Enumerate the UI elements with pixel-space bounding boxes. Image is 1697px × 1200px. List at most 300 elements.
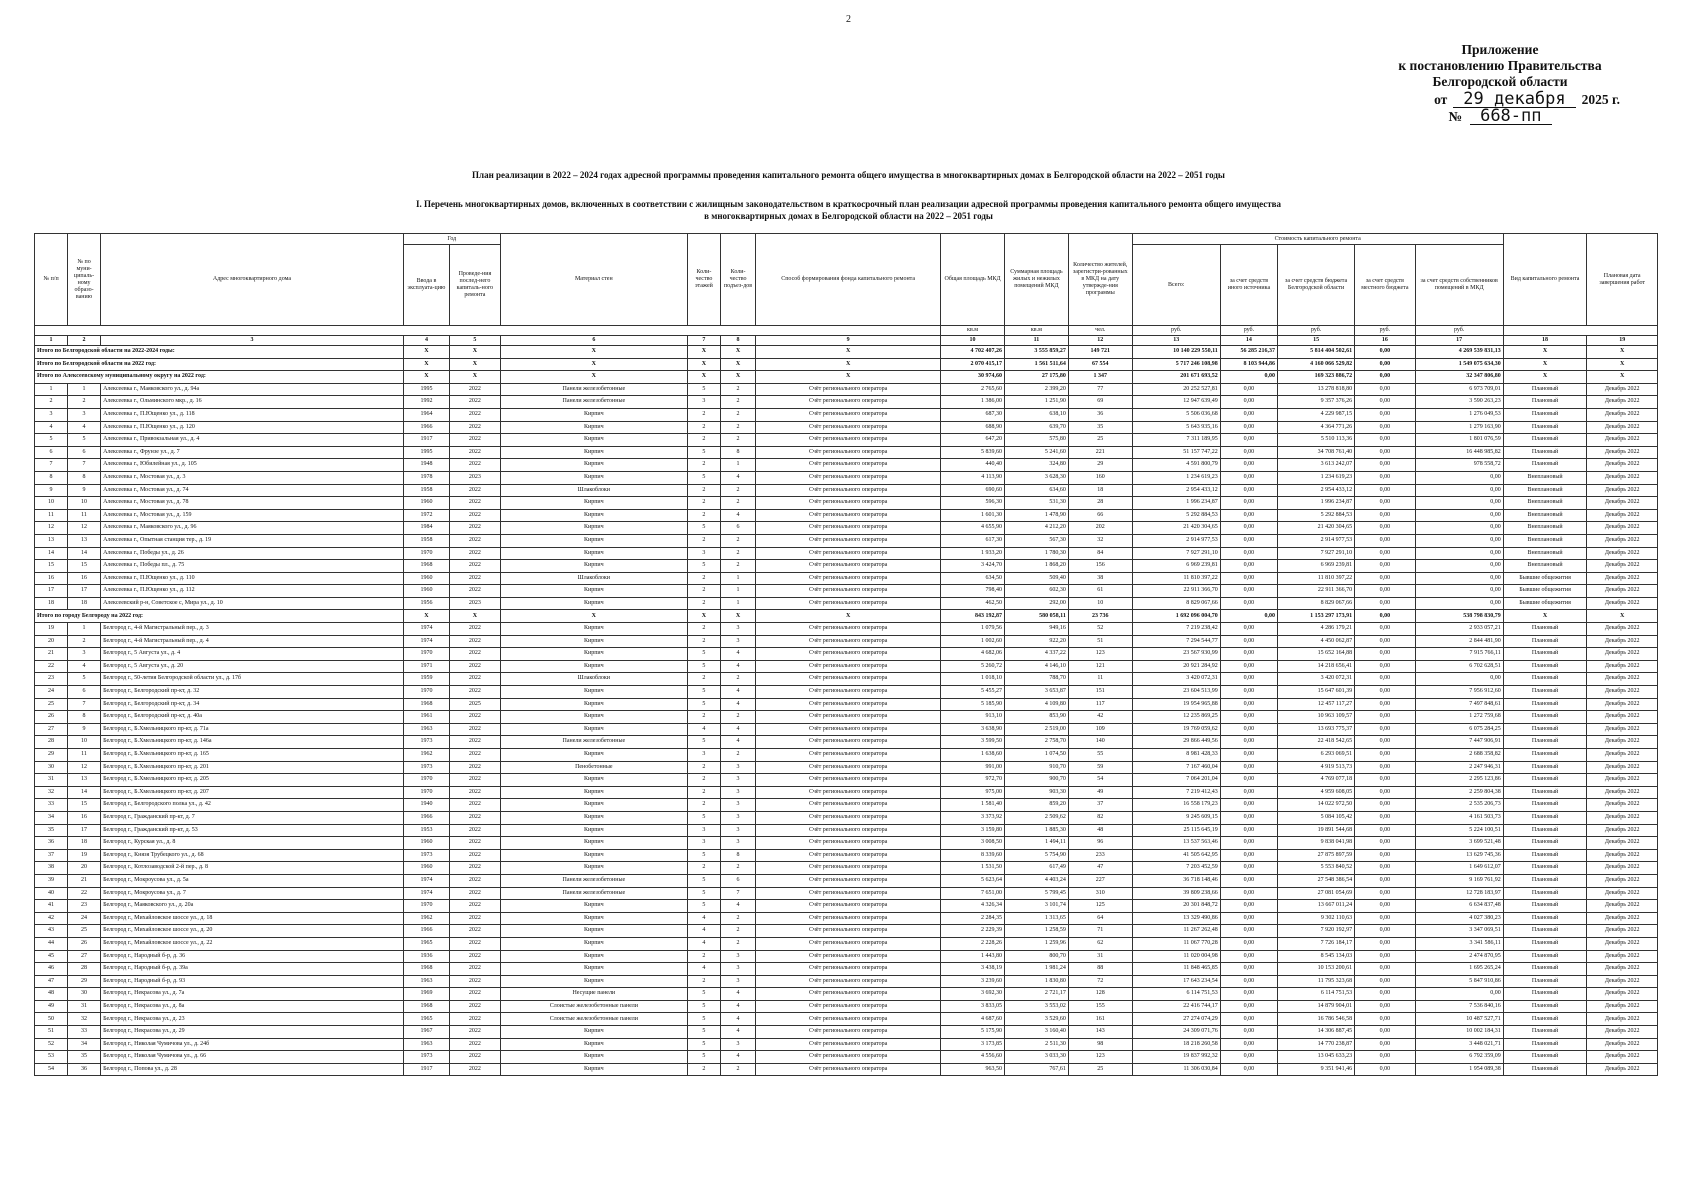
col-residents: Количество жителей, зарегистри-рованных в МКД на дату утвержде-ния программы [1068,234,1132,326]
cell-repair-type: Внеплановый [1503,560,1587,573]
cell-pp: 9 [35,484,68,497]
table-row [35,937,1658,950]
cell-cost-local: 0,00 [1355,686,1416,699]
cell-cost-region: 10 963 109,57 [1278,711,1355,724]
cell-deadline: Декабрь 2022 [1587,509,1658,522]
cell-pp: 54 [35,1063,68,1076]
cell-residents: 32 [1068,534,1132,547]
cell-repair-type: Внеплановый [1503,509,1587,522]
cell-cost-local: 0,00 [1355,849,1416,862]
cell-area-premises: 3 033,30 [1004,1051,1068,1064]
cell-entrances: 4 [720,988,755,1001]
cell-mun-number: 7 [68,698,101,711]
cell-wall-material: Панели железобетонные [500,874,687,887]
cell-mun-number: 6 [68,446,101,459]
cell-cost-owners: 2 688 358,82 [1415,749,1503,762]
cell-cost-total: 13 329 490,86 [1132,912,1220,925]
cell-entrances: 7 [720,887,755,900]
unit-cost-other: руб. [1220,326,1277,336]
cell-cost-region: 14 306 887,45 [1278,1026,1355,1039]
cell-year-repair: 2022 [450,560,501,573]
cell-cost-local: 0,00 [1355,534,1416,547]
cell-area-premises: 2 721,17 [1004,988,1068,1001]
cell-cost-region: 13 045 633,23 [1278,1051,1355,1064]
cell-wall-material: Кирпич [500,963,687,976]
table-row [35,383,1658,396]
cell-address: Алексеевка г., Мостовая ул., д. 74 [101,484,404,497]
cell-deadline: Декабрь 2022 [1587,799,1658,812]
cell-wall-material: Шлакоблоки [500,572,687,585]
cell-residents: 61 [1068,585,1132,598]
cell-cost-other: 0,00 [1220,874,1277,887]
cell-wall-material: Кирпич [500,497,687,510]
cell-repair-type: Плановый [1503,711,1587,724]
cell-cost-region: 13 693 775,37 [1278,723,1355,736]
cell-entrances: 4 [720,471,755,484]
cell-cost-region: 5 510 113,36 [1278,434,1355,447]
cell-area-total: 690,60 [941,484,1005,497]
cell-year-repair: 2025 [450,698,501,711]
cell-repair-type: Плановый [1503,673,1587,686]
cell-cost-owners: 978 558,72 [1415,459,1503,472]
cell-wall-material: Кирпич [500,1063,687,1076]
cell-cost-local: 0,00 [1355,925,1416,938]
col-year-group: Год [403,234,500,245]
cell-wall-material: Несущие панели [500,988,687,1001]
unit-cost-total: руб. [1132,326,1220,336]
cell-area-premises: 2 509,62 [1004,811,1068,824]
cell-residents: 109 [1068,723,1132,736]
cell-entrances: 4 [720,509,755,522]
cell-mun-number: 3 [68,648,101,661]
cell-fund-method: Счёт регионального оператора [756,547,941,560]
cell-floors: 2 [687,1063,720,1076]
table-body [35,346,1658,1076]
cell-area-premises: 1 868,20 [1004,560,1068,573]
total-cell: X [1587,346,1658,359]
cell-address: Белгород г., Народный б-р, д. 39а [101,963,404,976]
cell-cost-total: 5 643 935,16 [1132,421,1220,434]
cell-floors: 3 [687,824,720,837]
cell-cost-owners: 13 629 745,36 [1415,849,1503,862]
cell-residents: 125 [1068,900,1132,913]
cell-cost-region: 5 553 840,52 [1278,862,1355,875]
cell-area-premises: 1 885,30 [1004,824,1068,837]
cell-fund-method: Счёт регионального оператора [756,774,941,787]
cell-address: Белгород г., Котлозаводской 2-й пер., д. 8 [101,862,404,875]
cell-entrances: 4 [720,1051,755,1064]
cell-deadline: Декабрь 2022 [1587,660,1658,673]
cell-mun-number: 18 [68,597,101,610]
cell-mun-number: 9 [68,484,101,497]
approval-year: 2025 г. [1581,92,1620,107]
cell-area-total: 3 638,90 [941,723,1005,736]
cell-mun-number: 23 [68,900,101,913]
cell-fund-method: Счёт регионального оператора [756,723,941,736]
cell-cost-region: 12 457 117,27 [1278,698,1355,711]
cell-cost-owners: 6 702 628,51 [1415,660,1503,673]
cell-area-premises: 1 494,11 [1004,837,1068,850]
cell-year-commission: 1970 [403,648,449,661]
cell-year-commission: 1971 [403,660,449,673]
cell-year-commission: 1970 [403,686,449,699]
cell-area-total: 1 638,60 [941,749,1005,762]
col-cost-region: за счет средств бюджета Белгородской области [1278,245,1355,326]
cell-mun-number: 13 [68,534,101,547]
cell-deadline: Декабрь 2022 [1587,837,1658,850]
cell-repair-type: Плановый [1503,887,1587,900]
cell-cost-region: 3 420 072,31 [1278,673,1355,686]
cell-area-total: 3 173,85 [941,1038,1005,1051]
cell-floors: 5 [687,811,720,824]
cell-year-commission: 1917 [403,1063,449,1076]
cell-address: Белгород г., Князя Трубецкого ул., д. 68 [101,849,404,862]
cell-pp: 16 [35,572,68,585]
cell-floors: 2 [687,786,720,799]
cell-cost-total: 12 235 869,25 [1132,711,1220,724]
cell-fund-method: Счёт регионального оператора [756,975,941,988]
cell-entrances: 2 [720,560,755,573]
cell-address: Белгород г., Б.Хмельницкого пр-кт, д. 165 [101,749,404,762]
cell-address: Алексеевка г., П.Ющенко ул., д. 118 [101,408,404,421]
cell-entrances: 1 [720,597,755,610]
cell-cost-region: 4 229 987,15 [1278,408,1355,421]
cell-cost-region: 4 959 608,05 [1278,786,1355,799]
cell-repair-type: Плановый [1503,736,1587,749]
cell-entrances: 2 [720,937,755,950]
cell-area-premises: 2 511,30 [1004,1038,1068,1051]
cell-cost-owners: 4 027 380,23 [1415,912,1503,925]
cell-wall-material: Кирпич [500,585,687,598]
cell-area-total: 972,70 [941,774,1005,787]
cell-entrances: 8 [720,446,755,459]
cell-wall-material: Кирпич [500,635,687,648]
cell-year-repair: 2022 [450,686,501,699]
cell-address: Алексеевка г., П.Ющенко ул., д. 112 [101,585,404,598]
cell-cost-region: 6 114 751,53 [1278,988,1355,1001]
total-label: Итого по Белгородской области на 2022-2024 годы: [35,346,404,359]
cell-cost-owners: 0,00 [1415,522,1503,535]
cell-year-repair: 2022 [450,799,501,812]
cell-repair-type: Плановый [1503,874,1587,887]
cell-area-premises: 800,70 [1004,950,1068,963]
cell-year-commission: 1968 [403,963,449,976]
cell-fund-method: Счёт регионального оператора [756,635,941,648]
cell-cost-total: 41 505 642,95 [1132,849,1220,862]
cell-entrances: 2 [720,711,755,724]
cell-deadline: Декабрь 2022 [1587,824,1658,837]
cell-fund-method: Счёт регионального оператора [756,1038,941,1051]
unit-area-premises: кв.м [1004,326,1068,336]
cell-fund-method: Счёт регионального оператора [756,837,941,850]
cell-mun-number: 12 [68,761,101,774]
cell-cost-total: 11 067 770,28 [1132,937,1220,950]
cell-fund-method: Счёт регионального оператора [756,459,941,472]
cell-residents: 49 [1068,786,1132,799]
cell-cost-region: 5 292 884,53 [1278,509,1355,522]
cell-wall-material: Кирпич [500,560,687,573]
cell-cost-region: 14 879 904,01 [1278,1000,1355,1013]
cell-cost-total: 7 203 452,59 [1132,862,1220,875]
cell-mun-number: 9 [68,723,101,736]
col-address: Адрес многоквартирного дома [101,234,404,326]
cell-year-repair: 2022 [450,660,501,673]
cell-wall-material: Кирпич [500,459,687,472]
cell-cost-region: 14 770 238,87 [1278,1038,1355,1051]
col-area-total: Общая площадь МКД [941,234,1005,326]
cell-entrances: 1 [720,585,755,598]
cell-fund-method: Счёт регионального оператора [756,988,941,1001]
cell-cost-owners: 0,00 [1415,484,1503,497]
cell-area-total: 3 373,92 [941,811,1005,824]
cell-year-repair: 2022 [450,1063,501,1076]
cell-cost-other: 0,00 [1220,635,1277,648]
cell-residents: 35 [1068,421,1132,434]
total-cell: 1 692 096 004,70 [1132,610,1220,623]
cell-address: Белгород г., Мокроусова ул., д. 5а [101,874,404,887]
cell-residents: 310 [1068,887,1132,900]
cell-entrances: 2 [720,383,755,396]
cell-cost-region: 6 293 069,51 [1278,749,1355,762]
cell-repair-type: Плановый [1503,786,1587,799]
cell-wall-material: Кирпич [500,1051,687,1064]
total-cell: 4 702 407,26 [941,346,1005,359]
total-cell: 0,00 [1355,371,1416,384]
cell-cost-local: 0,00 [1355,623,1416,636]
cell-area-total: 4 113,90 [941,471,1005,484]
cell-repair-type: Внеплановый [1503,497,1587,510]
cell-fund-method: Счёт регионального оператора [756,862,941,875]
cell-floors: 5 [687,874,720,887]
cell-cost-local: 0,00 [1355,811,1416,824]
cell-year-repair: 2022 [450,673,501,686]
cell-cost-total: 39 809 238,66 [1132,887,1220,900]
table-row [35,1063,1658,1076]
cell-cost-total: 29 866 449,56 [1132,736,1220,749]
cell-cost-region: 15 647 601,39 [1278,686,1355,699]
cell-cost-other: 0,00 [1220,723,1277,736]
cell-cost-total: 11 848 465,85 [1132,963,1220,976]
cell-cost-owners: 5 224 100,51 [1415,824,1503,837]
cell-floors: 3 [687,837,720,850]
cell-wall-material: Слоистые железобетонные панели [500,1000,687,1013]
table-row [35,862,1658,875]
approval-line-2: к постановлению Правительства [1398,58,1602,73]
cell-year-commission: 1948 [403,459,449,472]
cell-entrances: 2 [720,749,755,762]
cell-year-repair: 2022 [450,459,501,472]
cell-floors: 4 [687,912,720,925]
cell-area-premises: 567,30 [1004,534,1068,547]
cell-entrances: 2 [720,673,755,686]
cell-deadline: Декабрь 2022 [1587,698,1658,711]
table-row [35,849,1658,862]
total-cell: 32 347 806,80 [1415,371,1503,384]
cell-repair-type: Плановый [1503,824,1587,837]
cell-year-commission: 1978 [403,471,449,484]
cell-cost-other: 0,00 [1220,862,1277,875]
total-cell: X [1503,358,1587,371]
cell-fund-method: Счёт регионального оператора [756,811,941,824]
cell-year-repair: 2022 [450,497,501,510]
total-cell: 0,00 [1355,346,1416,359]
cell-year-repair: 2022 [450,988,501,1001]
table-row [35,1038,1658,1051]
cell-cost-region: 13 278 818,80 [1278,383,1355,396]
cell-cost-other: 0,00 [1220,963,1277,976]
cell-area-total: 462,50 [941,597,1005,610]
total-cell: 5 717 246 108,98 [1132,358,1220,371]
cell-deadline: Декабрь 2022 [1587,925,1658,938]
cell-fund-method: Счёт регионального оператора [756,749,941,762]
cell-wall-material: Кирпич [500,824,687,837]
cell-entrances: 2 [720,912,755,925]
total-cell: X [1503,610,1587,623]
cell-wall-material: Кирпич [500,1038,687,1051]
cell-pp: 2 [35,396,68,409]
cell-year-commission: 1967 [403,1026,449,1039]
cell-residents: 11 [1068,673,1132,686]
cell-mun-number: 12 [68,522,101,535]
total-cell: 67 554 [1068,358,1132,371]
col-mun-number: № по муни-ципаль-ному образо-ванию [68,234,101,326]
cell-area-premises: 4 146,10 [1004,660,1068,673]
cell-cost-owners: 12 728 183,97 [1415,887,1503,900]
cell-residents: 64 [1068,912,1132,925]
column-number: 14 [1220,336,1277,346]
cell-wall-material: Кирпич [500,837,687,850]
cell-cost-owners: 0,00 [1415,988,1503,1001]
cell-fund-method: Счёт регионального оператора [756,1013,941,1026]
cell-residents: 221 [1068,446,1132,459]
cell-fund-method: Счёт регионального оператора [756,925,941,938]
cell-area-premises: 1 830,80 [1004,975,1068,988]
cell-area-total: 1 002,60 [941,635,1005,648]
total-cell: 56 285 216,37 [1220,346,1277,359]
total-cell: X [450,358,501,371]
cell-address: Белгород г., Б.Хмельницкого пр-кт, д. 205 [101,774,404,787]
cell-cost-other: 0,00 [1220,900,1277,913]
cell-area-total: 4 326,34 [941,900,1005,913]
cell-residents: 54 [1068,774,1132,787]
cell-area-total: 1 933,20 [941,547,1005,560]
cell-address: Белгород г., Некрасова ул., д. 23 [101,1013,404,1026]
cell-year-commission: 1984 [403,522,449,535]
cell-pp: 45 [35,950,68,963]
table-row [35,660,1658,673]
table-row [35,824,1658,837]
cell-repair-type: Плановый [1503,396,1587,409]
cell-deadline: Декабрь 2022 [1587,937,1658,950]
cell-entrances: 4 [720,648,755,661]
cell-area-total: 913,10 [941,711,1005,724]
section-title-line-1: I. Перечень многоквартирных домов, включенных в соответствии с жилищным законодательством в краткосрочный план реализации адресной программы проведения капитального ремонта общего имущества [415,199,1282,209]
cell-deadline: Декабрь 2022 [1587,459,1658,472]
cell-cost-total: 1 234 619,23 [1132,471,1220,484]
cell-year-commission: 1956 [403,597,449,610]
cell-area-total: 4 687,60 [941,1013,1005,1026]
cell-cost-local: 0,00 [1355,837,1416,850]
cell-address: Алексеевка г., Ольминского мкр., д. 16 [101,396,404,409]
cell-residents: 227 [1068,874,1132,887]
cell-cost-region: 4 450 062,87 [1278,635,1355,648]
cell-fund-method: Счёт регионального оператора [756,484,941,497]
cell-floors: 5 [687,887,720,900]
cell-cost-owners: 2 933 057,21 [1415,623,1503,636]
cell-cost-region: 9 357 376,26 [1278,396,1355,409]
cell-address: Белгород г., Маяковского ул., д. 20а [101,900,404,913]
cell-deadline: Декабрь 2022 [1587,975,1658,988]
cell-entrances: 2 [720,862,755,875]
cell-pp: 31 [35,774,68,787]
table-row [35,459,1658,472]
cell-entrances: 8 [720,849,755,862]
cell-area-premises: 3 628,30 [1004,471,1068,484]
cell-fund-method: Счёт регионального оператора [756,446,941,459]
cell-cost-local: 0,00 [1355,1013,1416,1026]
cell-pp: 10 [35,497,68,510]
table-row [35,761,1658,774]
total-cell: X [500,358,687,371]
cell-area-premises: 5 799,45 [1004,887,1068,900]
cell-year-repair: 2022 [450,1026,501,1039]
cell-cost-other: 0,00 [1220,786,1277,799]
column-number: 12 [1068,336,1132,346]
cell-address: Алексеевка г., Мостовая ул., д. 159 [101,509,404,522]
cell-repair-type: Плановый [1503,925,1587,938]
cell-address: Белгород г., Белгородского полка ул., д. 42 [101,799,404,812]
total-cell: X [720,346,755,359]
cell-deadline: Декабрь 2022 [1587,1038,1658,1051]
cell-cost-owners: 0,00 [1415,534,1503,547]
total-label: Итого по Алексеевскому муниципальному округу на 2022 год: [35,371,404,384]
cell-cost-other: 0,00 [1220,824,1277,837]
table-row [35,585,1658,598]
cell-cost-region: 7 927 291,10 [1278,547,1355,560]
cell-cost-total: 7 927 291,10 [1132,547,1220,560]
page-number: 2 [846,14,851,25]
cell-area-total: 2 229,39 [941,925,1005,938]
cell-pp: 5 [35,434,68,447]
cell-cost-owners: 2 844 481,90 [1415,635,1503,648]
cell-floors: 3 [687,396,720,409]
cell-year-commission: 1995 [403,446,449,459]
cell-entrances: 2 [720,434,755,447]
cell-address: Белгород г., 5 Августа ул., д. 20 [101,660,404,673]
cell-deadline: Декабрь 2022 [1587,1013,1658,1026]
total-cell: 0,00 [1220,610,1277,623]
cell-area-total: 3 239,60 [941,975,1005,988]
cell-entrances: 4 [720,1013,755,1026]
cell-pp: 51 [35,1026,68,1039]
cell-cost-owners: 2 474 870,95 [1415,950,1503,963]
total-cell: 0,00 [1220,371,1277,384]
cell-deadline: Декабрь 2022 [1587,950,1658,963]
cell-residents: 48 [1068,824,1132,837]
cell-cost-other: 0,00 [1220,774,1277,787]
cell-pp: 52 [35,1038,68,1051]
approval-line-3: Белгородской области [1432,74,1568,89]
cell-cost-total: 17 643 234,54 [1132,975,1220,988]
cell-cost-owners: 1 801 076,59 [1415,434,1503,447]
cell-floors: 5 [687,1038,720,1051]
total-cell: 169 323 886,72 [1278,371,1355,384]
cell-deadline: Декабрь 2022 [1587,774,1658,787]
cell-year-repair: 2022 [450,1000,501,1013]
cell-cost-total: 3 420 072,31 [1132,673,1220,686]
col-deadline: Плановая дата завершения работ [1587,234,1658,326]
cell-cost-other: 0,00 [1220,497,1277,510]
